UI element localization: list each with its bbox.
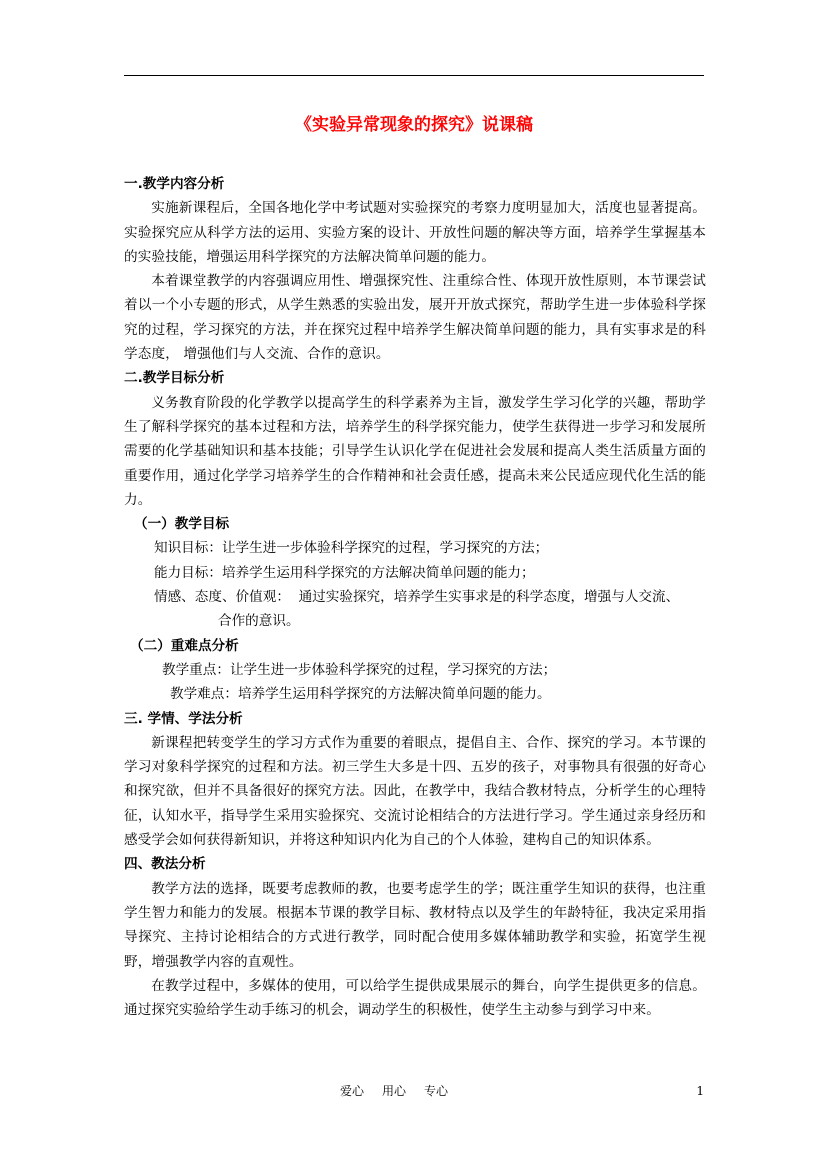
paragraph: 新课程把转变学生的学习方式作为重要的着眼点，提倡自主、合作、探究的学习。本节课的学习对象科学探究的过程和方法。初三学生大多是十四、五岁的孩子，对事物具有很强的好奇心和探究欲，但并不具备很好的探究方法。因此，在教学中，我结合教材特点，分析学生的心理特征，认知水平，指导学生采用实验探究、交流讨论相结合的方法进行学习。学生通过亲身经历和感受学会如何获得新知识，并将这种知识内化为自己的个人体验，建构自己的知识体系。: [124, 734, 706, 849]
page-number: 1: [696, 1084, 704, 1098]
knowledge-goal: 知识目标：让学生进一步体验科学探究的过程，学习探究的方法；: [154, 540, 549, 557]
ability-goal: 能力目标：培养学生运用科学探究的方法解决简单问题的能力；: [154, 564, 535, 581]
paragraph: 义务教育阶段的化学教学以提高学生的科学素养为主旨，激发学生学习化学的兴趣，帮助学生了解科学探究的基本过程和方法，培养学生的科学探究能力，使学生获得进一步学习和发展所需要的化学基础知识和基本技能；引导学生认识化学在促进社会发展和提高人类生活质量方面的重要作用，通过化学学习培养学生的合作精神和社会责任感，提高未来公民适应现代化生活的能力。: [124, 394, 706, 508]
footer-word: 用心: [382, 1084, 407, 1098]
section-heading-content-analysis: 一.教学内容分析: [124, 176, 225, 192]
emotion-goal: 情感、态度、价值观： 通过实验探究，培养学生实事求是的科学态度，增强与人交流、: [154, 589, 680, 606]
footer-word: 爱心: [340, 1084, 365, 1098]
footer-motto: [340, 1081, 466, 1101]
paragraph: 本着课堂教学的内容强调应用性、增强探究性、注重综合性、体现开放性原则，本节课尝试着以一个小专题的形式，从学生熟悉的实验出发，展开开放式探究，帮助学生进一步体验科学探究的过程，学习探究的方法，并在探究过程中培养学生解决简单问题的能力，具有实事求是的科学态度， 增强他们与人交流、合作的意识。: [124, 273, 706, 363]
paragraph: 教学方法的选择，既要考虑教师的教，也要考虑学生的学；既注重学生知识的获得，也注重学生智力和能力的发展。根据本节课的教学目标、教材特点以及学生的年龄特征，我决定采用指导探究、主持讨论相结合的方式进行教学，同时配合使用多媒体辅助教学和实验，拓宽学生视野，增强教学内容的直观性。: [124, 880, 706, 970]
section-heading-teaching-method: 四、教法分析: [124, 856, 206, 873]
page-footer: [0, 1081, 827, 1101]
subsection-heading-teaching-goals: （一）教学目标: [134, 516, 230, 533]
key-point: 教学重点：让学生进一步体验科学探究的过程，学习探究的方法；: [162, 661, 557, 678]
document-body: [124, 172, 706, 1022]
section-heading-learning-analysis: 三. 学情、学法分析: [124, 710, 243, 727]
subsection-heading-key-points: （二）重难点分析: [130, 637, 239, 654]
section-heading-goal-analysis: 二.教学目标分析: [124, 370, 225, 387]
paragraph: 实施新课程后，全国各地化学中考试题对实验探究的考察力度明显加大，活度也显著提高。实验探究应从科学方法的运用、实验方案的设计、开放性问题的解决等方面，培养学生掌握基本的实验技能，增强运用科学探究的方法解决简单问题的能力。: [124, 200, 706, 265]
page-title: 《实验异常现象的探究》说课稿: [295, 115, 533, 135]
difficult-point: 教学难点：培养学生运用科学探究的方法解决简单问题的能力。: [170, 686, 551, 703]
paragraph: 在教学过程中，多媒体的使用，可以给学生提供成果展示的舞台，向学生提供更多的信息。通过探究实验给学生动手练习的机会，调动学生的积极性，使学生主动参与到学习中来。: [124, 977, 706, 1019]
emotion-goal-continuation: 合作的意识。: [218, 613, 300, 630]
header-rule: [124, 75, 704, 76]
footer-word: 专心: [424, 1084, 449, 1098]
